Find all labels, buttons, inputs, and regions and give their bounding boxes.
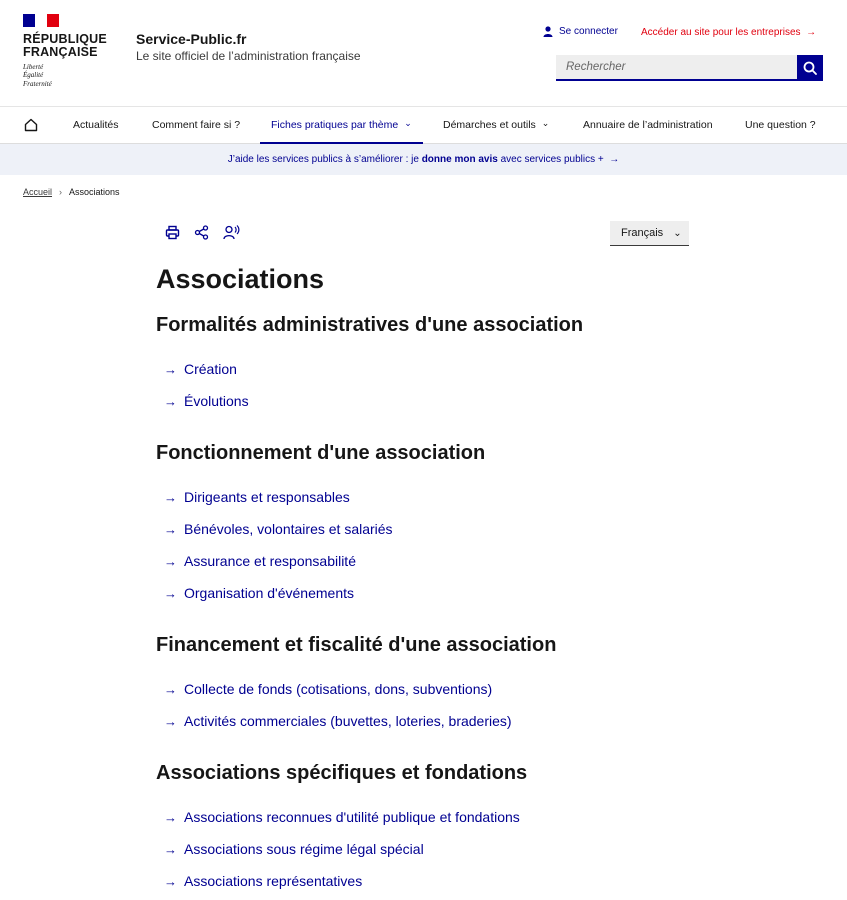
printer-icon (165, 225, 180, 240)
site-header (0, 0, 847, 106)
user-icon (543, 26, 553, 37)
arrow-right-icon: → (164, 809, 177, 825)
home-icon (24, 118, 38, 132)
link-evenements[interactable]: → Organisation d'événements (164, 585, 354, 601)
french-flag-logo[interactable] (23, 14, 59, 27)
section-title-formalites: Formalités administratives d'une association (156, 314, 584, 336)
login-label: Se connecter (559, 26, 618, 37)
listen-speaker-icon (223, 225, 240, 240)
arrow-right-icon: → (164, 489, 177, 505)
read-aloud-button[interactable] (223, 225, 240, 245)
business-site-link[interactable] (641, 27, 816, 38)
feedback-banner[interactable]: J’aide les services publics à s’améliorer : je donne mon avis avec services publics + → (0, 144, 847, 175)
arrow-right-icon: → (803, 27, 817, 38)
arrow-right-icon: → (164, 361, 177, 377)
login-link[interactable] (543, 26, 618, 37)
nav-home[interactable] (24, 118, 38, 137)
arrow-right-icon: → (164, 841, 177, 857)
arrow-right-icon: → (164, 553, 177, 569)
language-select-value: Français (621, 227, 664, 239)
breadcrumb-home-link[interactable]: Accueil (23, 187, 53, 197)
search-bar (556, 55, 823, 81)
link-creation[interactable]: → Création (164, 361, 237, 377)
breadcrumb (23, 187, 120, 197)
breadcrumb-current: Associations (69, 187, 120, 197)
section-title-fonctionnement: Fonctionnement d'une association (156, 442, 486, 464)
arrow-right-icon: → (164, 585, 177, 601)
arrow-right-icon: → (164, 681, 177, 697)
share-button[interactable] (194, 225, 209, 245)
republic-name[interactable]: RÉPUBLIQUE FRANÇAISE (23, 32, 107, 59)
page-title: Associations (156, 264, 325, 294)
link-evolutions[interactable]: → Évolutions (164, 393, 249, 409)
share-icon (194, 225, 209, 240)
arrow-right-icon: → (603, 154, 620, 165)
main-nav (0, 106, 847, 144)
search-icon (803, 61, 817, 75)
nav-item-demarches-outils[interactable]: Démarches et outils ⌄ (443, 107, 549, 144)
nav-item-comment-faire-si[interactable]: Comment faire si ? (152, 119, 241, 131)
link-benevoles[interactable]: → Bénévoles, volontaires et salariés (164, 521, 393, 537)
link-collecte-fonds[interactable]: → Collecte de fonds (cotisations, dons, subventions) (164, 681, 493, 697)
site-title[interactable]: Service-Public.fr (136, 31, 247, 47)
nav-item-actualites[interactable]: Actualités (73, 119, 119, 131)
arrow-right-icon: → (164, 393, 177, 409)
link-dirigeants[interactable]: → Dirigeants et responsables (164, 489, 350, 505)
business-site-label: Accéder au site pour les entreprises (641, 27, 801, 38)
republic-motto: Liberté Égalité Fraternité (23, 63, 52, 88)
chevron-down-icon: ⌄ (404, 118, 412, 128)
arrow-right-icon: → (164, 521, 177, 537)
print-button[interactable] (165, 225, 180, 245)
section-title-specifiques: Associations spécifiques et fondations (156, 762, 528, 784)
chevron-down-icon: ⌄ (673, 227, 682, 239)
link-assurance[interactable]: → Assurance et responsabilité (164, 553, 356, 569)
section-title-financement: Financement et fiscalité d'une association (156, 634, 557, 656)
chevron-down-icon: ⌄ (541, 118, 550, 128)
nav-item-une-question[interactable]: Une question ? (745, 119, 816, 131)
nav-item-annuaire[interactable]: Annuaire de l’administration (583, 119, 713, 131)
arrow-right-icon: → (164, 873, 177, 889)
site-tagline: Le site officiel de l’administration française (136, 49, 361, 63)
link-utilite-publique[interactable]: → Associations reconnues d'utilité publique et fondations (164, 809, 520, 825)
search-button[interactable] (797, 55, 823, 81)
search-input[interactable] (556, 55, 797, 81)
link-activites-commerciales[interactable]: → Activités commerciales (buvettes, loteries, braderies) (164, 713, 512, 729)
link-regime-special[interactable]: → Associations sous régime légal spécial (164, 841, 424, 857)
chevron-right-icon: › (59, 187, 63, 197)
arrow-right-icon: → (164, 713, 177, 729)
language-select[interactable] (610, 221, 689, 246)
nav-item-fiches-pratiques[interactable]: Fiches pratiques par thème ⌄ (260, 107, 423, 144)
link-representatives[interactable]: → Associations représentatives (164, 873, 363, 889)
